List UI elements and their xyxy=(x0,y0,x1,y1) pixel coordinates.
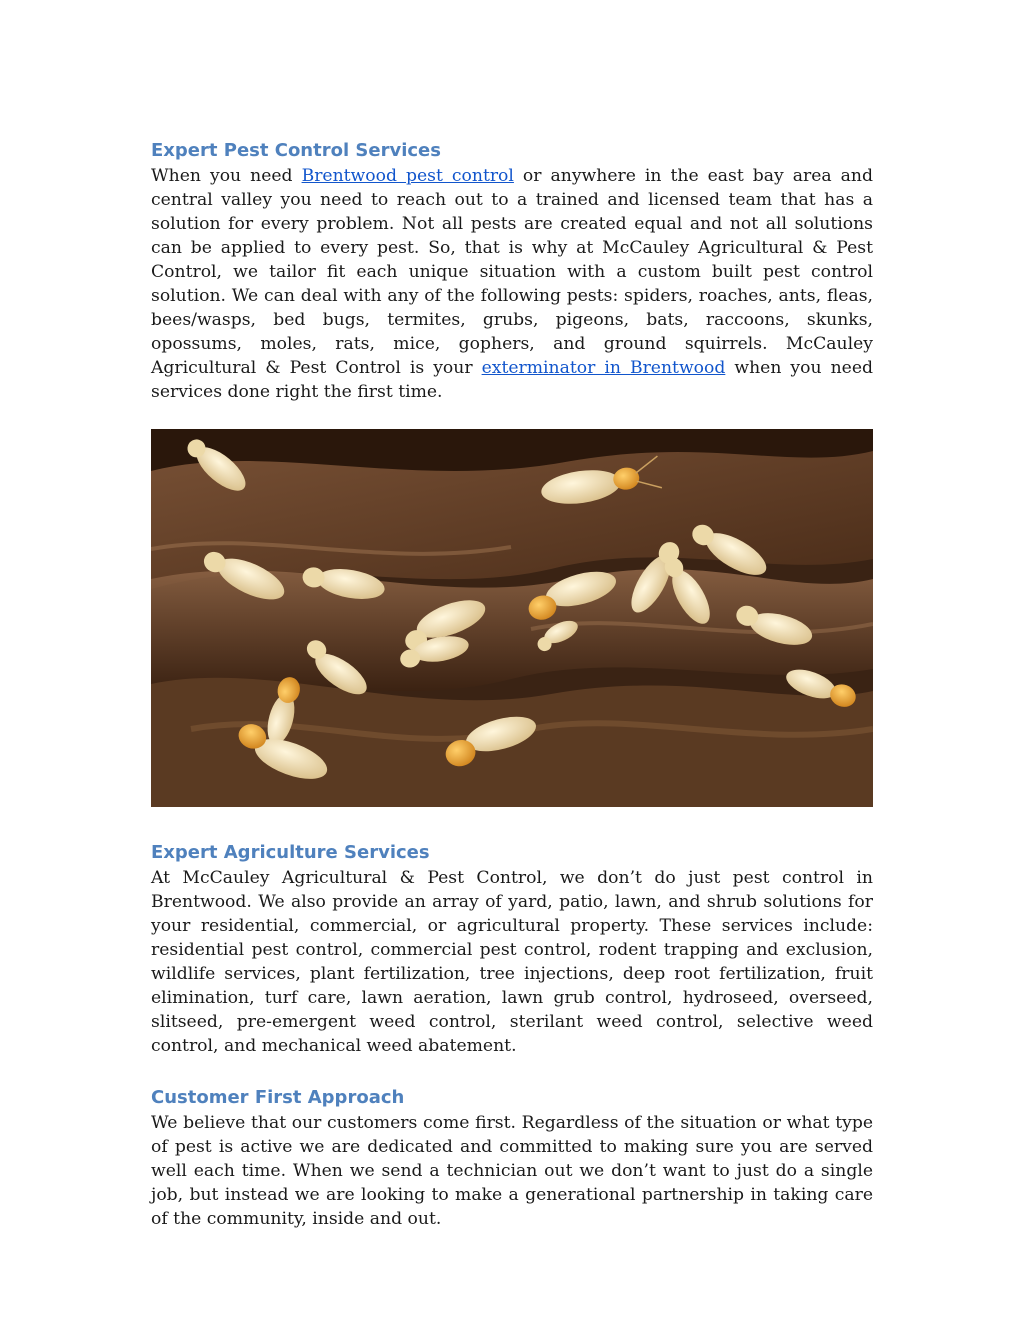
section-body-customer-first: We believe that our customers come first. Regardless of the situation or what type of pest is active we are dedicated and committed to making sure you are served well each time. When we send a technician out we don’t want to just do a single job, but instead we are looking to make a generational partnership in taking care of the community, inside and out. xyxy=(151,1113,873,1229)
section-body-agriculture: At McCauley Agricultural & Pest Control, we don’t do just pest control in Brentwood. We also provide an array of yard, patio, lawn, and shrub solutions for your residential, commercial, or agricultural property. These services include: residential pest control, commercial pest control, rodent trapping and exclusion, wildlife services, plant fertilization, tree injections, deep root fertilization, fruit elimination, turf care, lawn aeration, lawn grub control, hydroseed, overseed, slitseed, pre-emergent weed control, sterilant weed control, selective weed control, and mechanical weed abatement. xyxy=(151,868,873,1056)
section-body-pest-control xyxy=(151,164,873,404)
section-agriculture xyxy=(151,840,873,1058)
section-heading-customer-first: Customer First Approach xyxy=(151,1087,405,1108)
brentwood-pest-control-link[interactable]: Brentwood pest control xyxy=(301,166,514,186)
section-customer-first xyxy=(151,1085,873,1231)
exterminator-link[interactable]: exterminator in Brentwood xyxy=(481,358,726,378)
body-text: When you need xyxy=(151,166,302,186)
section-heading-agriculture: Expert Agriculture Services xyxy=(151,842,430,863)
section-heading-pest-control: Expert Pest Control Services xyxy=(151,140,441,161)
body-text: when you need services done right the first time. xyxy=(151,358,873,402)
termites-photo xyxy=(151,429,873,807)
body-text: or anywhere in the east bay area and central valley you need to reach out to a trained and licensed team that has a solution for every problem. Not all pests are created equal and not all solutions can be applied to every pest. So, that is why at McCauley Agricultural & Pest Control, we tailor fit each unique situation with a custom built pest control solution. We can deal with any of the following pests: spiders, roaches, ants, fleas, bees/wasps, bed bugs, termites, grubs, pigeons, bats, raccoons, skunks, opossums, moles, rats, mice, gophers, and ground squirrels. McCauley Agricultural & Pest Control is your xyxy=(151,166,873,378)
document-page xyxy=(151,138,873,1231)
termites-illustration xyxy=(151,429,873,807)
